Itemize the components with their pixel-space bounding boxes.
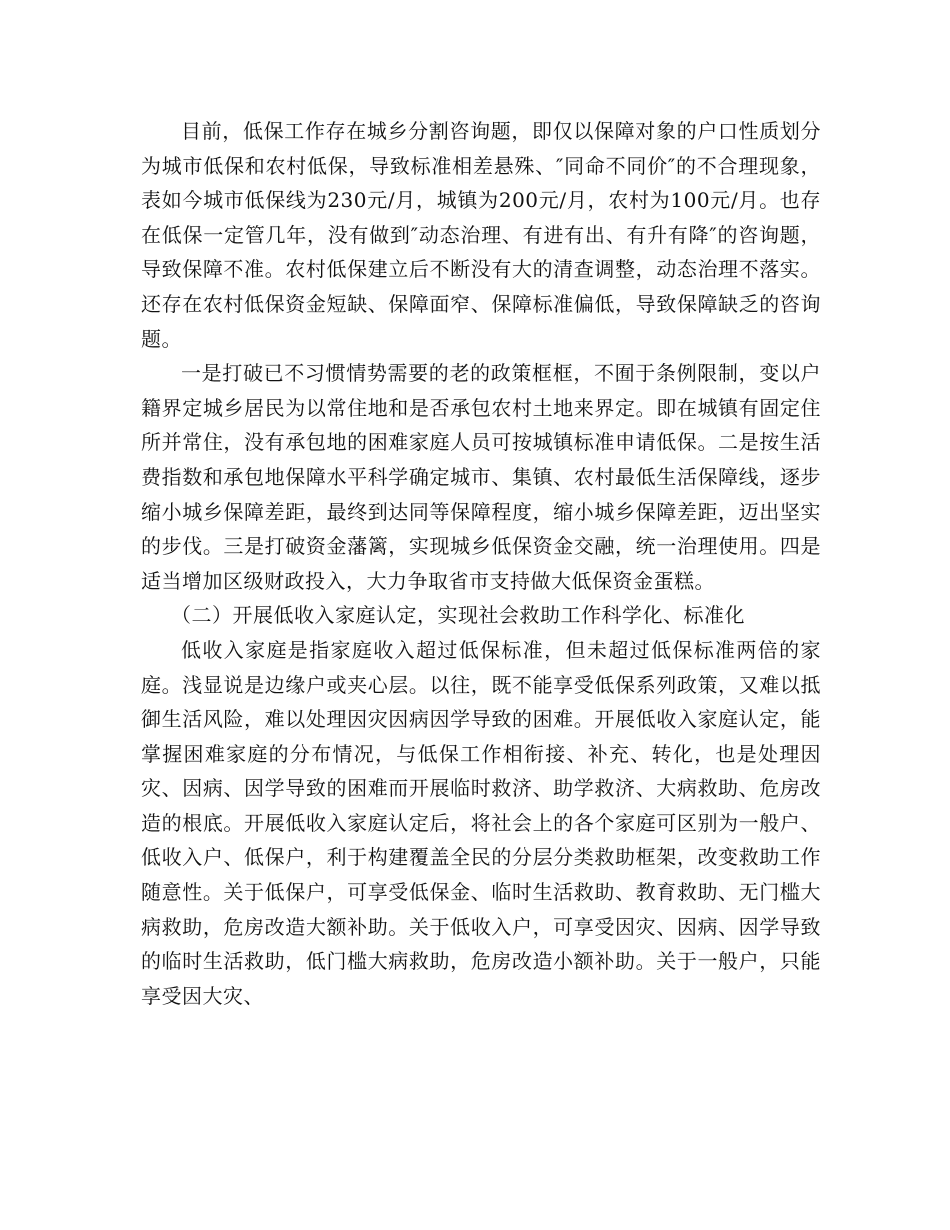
paragraph-urban-rural-issue: 目前，低保工作存在城乡分割咨询题，即仅以保障对象的户口性质划分为城市低保和农村低保，导致标准相差悬殊、″同命不同价″的不合理现象，表如今城市低保线为230元/月，城镇为200元/月，农村为100元/月。也存在低保一定管几年，没有做到″动态治理、有进有出、有升有降″的咨询题，导致保障不准。农村低保建立后不断没有大的清查调整，动态治理不落实。还存在农村低保资金短缺、保障面窄、保障标准偏低，导致保障缺乏的咨询题。 xyxy=(141,119,821,351)
section-heading-low-income: （二）开展低收入家庭认定，实现社会救助工作科学化、标准化 xyxy=(171,603,745,628)
paragraph-reform-measures: 一是打破已不习惯情势需要的老的政策框框，不囿于条例限制，变以户籍界定城乡居民为以常住地和是否承包农村土地来界定。即在城镇有固定住所并常住，没有承包地的困难家庭人员可按城镇标准申请低保。二是按生活费指数和承包地保障水平科学确定城市、集镇、农村最低生活保障线，逐步缩小城乡保障差距，最终到达同等保障程度，缩小城乡保障差距，迈出坚实的步伐。三是打破资金藩篱，实现城乡低保资金交融，统一治理使用。四是适当增加区级财政投入，大力争取省市支持做大低保资金蛋糕。 xyxy=(141,361,821,593)
document-body xyxy=(141,114,821,1013)
paragraph-low-income-definition: 低收入家庭是指家庭收入超过低保标准，但未超过低保标准两倍的家庭。浅显说是边缘户或夹心层。以往，既不能享受低保系列政策，又难以抵御生活风险，难以处理因灾因病因学导致的困难。开展低收入家庭认定，能掌握困难家庭的分布情况，与低保工作相衔接、补充、转化，也是处理因灾、因病、因学导致的困难而开展临时救济、助学救济、大病救助、危房改造的根底。开展低收入家庭认定后，将社会上的各个家庭可区别为一般户、低收入户、低保户，利于构建覆盖全民的分层分类救助框架，改变救助工作随意性。关于低保户，可享受低保金、临时生活救助、教育救助、无门槛大病救助，危房改造大额补助。关于低收入户，可享受因灾、因病、因学导致的临时生活救助，低门槛大病救助，危房改造小额补助。关于一般户，只能享受因大灾、 xyxy=(141,637,821,1008)
